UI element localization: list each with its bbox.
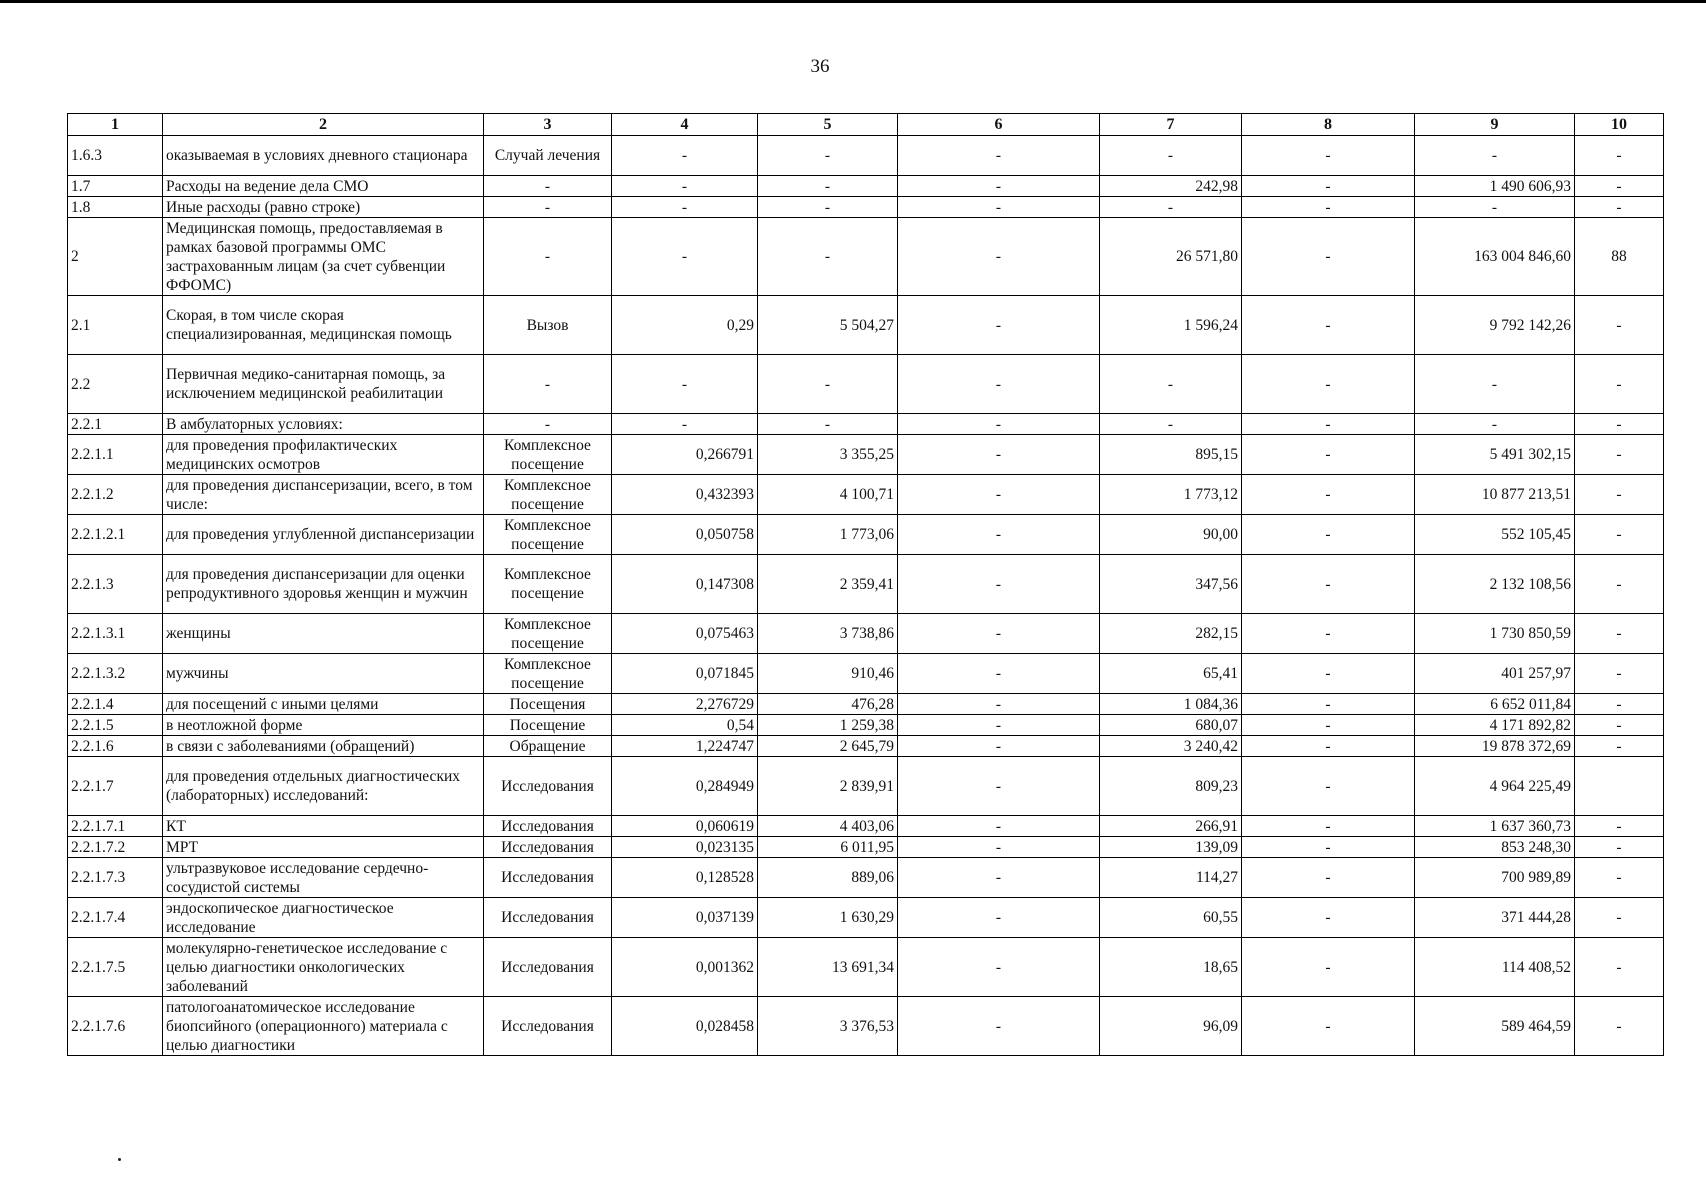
cell-col-5: 5 504,27 [758, 296, 898, 355]
cell-col-6: - [898, 435, 1100, 475]
cell-col-8: - [1242, 218, 1415, 296]
cell-col-5: 2 359,41 [758, 555, 898, 614]
column-header: 7 [1100, 114, 1242, 136]
cell-col-7: 242,98 [1100, 176, 1242, 197]
table-row [68, 694, 1664, 715]
cell-col-4: 0,060619 [612, 816, 758, 837]
cell-col-7: - [1100, 136, 1242, 176]
cell-col-3: Посещения [484, 694, 612, 715]
cell-col-10: - [1575, 414, 1664, 435]
cell-col-1: 2.2.1.7.2 [68, 837, 163, 858]
cell-col-8: - [1242, 816, 1415, 837]
cell-col-7: 266,91 [1100, 816, 1242, 837]
cell-col-8: - [1242, 414, 1415, 435]
table-row [68, 816, 1664, 837]
cell-col-10: - [1575, 197, 1664, 218]
cell-col-3: Посещение [484, 715, 612, 736]
scan-top-edge [0, 0, 1706, 3]
cell-col-2: для проведения отдельных диагностических (лабораторных) исследований: [163, 757, 484, 816]
cell-col-5: 4 403,06 [758, 816, 898, 837]
cell-col-10: - [1575, 858, 1664, 898]
cell-col-5: 476,28 [758, 694, 898, 715]
cell-col-7: 347,56 [1100, 555, 1242, 614]
cell-col-9: 1 730 850,59 [1415, 614, 1575, 654]
cell-col-3: - [484, 218, 612, 296]
cell-col-9: 700 989,89 [1415, 858, 1575, 898]
column-header: 5 [758, 114, 898, 136]
cell-col-6: - [898, 694, 1100, 715]
cell-col-9: 1 637 360,73 [1415, 816, 1575, 837]
cell-col-10: - [1575, 475, 1664, 515]
cell-col-9: - [1415, 355, 1575, 414]
cell-col-1: 1.6.3 [68, 136, 163, 176]
cell-col-8: - [1242, 176, 1415, 197]
cell-col-7: 1 596,24 [1100, 296, 1242, 355]
cell-col-1: 2.2.1.2.1 [68, 515, 163, 555]
cell-col-4: - [612, 136, 758, 176]
table-row [68, 197, 1664, 218]
cell-col-2: Медицинская помощь, предоставляемая в рамках базовой программы ОМС застрахованным лицам (за счет субвенции ФФОМС) [163, 218, 484, 296]
cell-col-9: 114 408,52 [1415, 938, 1575, 997]
cell-col-10: - [1575, 715, 1664, 736]
cell-col-6: - [898, 997, 1100, 1056]
cell-col-10: - [1575, 694, 1664, 715]
cell-col-6: - [898, 858, 1100, 898]
cell-col-3: Исследования [484, 816, 612, 837]
table-row [68, 515, 1664, 555]
cell-col-10: - [1575, 435, 1664, 475]
cell-col-9: 9 792 142,26 [1415, 296, 1575, 355]
cell-col-4: 0,023135 [612, 837, 758, 858]
cell-col-10: - [1575, 837, 1664, 858]
cell-col-6: - [898, 475, 1100, 515]
cell-col-5: 910,46 [758, 654, 898, 694]
cell-col-7: 18,65 [1100, 938, 1242, 997]
cell-col-1: 2.2.1.1 [68, 435, 163, 475]
cell-col-2: в связи с заболеваниями (обращений) [163, 736, 484, 757]
cell-col-2: МРТ [163, 837, 484, 858]
table-row [68, 555, 1664, 614]
cell-col-4: - [612, 176, 758, 197]
cell-col-10: - [1575, 654, 1664, 694]
cell-col-6: - [898, 837, 1100, 858]
cell-col-2: оказываемая в условиях дневного стационара [163, 136, 484, 176]
cell-col-1: 2.2.1.6 [68, 736, 163, 757]
cell-col-3: Вызов [484, 296, 612, 355]
cell-col-4: 0,54 [612, 715, 758, 736]
cell-col-7: 65,41 [1100, 654, 1242, 694]
cell-col-6: - [898, 414, 1100, 435]
page-number: 36 [810, 56, 830, 77]
cell-col-7: 114,27 [1100, 858, 1242, 898]
cell-col-7: 895,15 [1100, 435, 1242, 475]
header-row [68, 114, 1664, 136]
cell-col-8: - [1242, 694, 1415, 715]
cell-col-4: 0,071845 [612, 654, 758, 694]
cell-col-3: Комплексное посещение [484, 475, 612, 515]
cell-col-4: 0,128528 [612, 858, 758, 898]
cell-col-3: Комплексное посещение [484, 555, 612, 614]
cell-col-4: 0,037139 [612, 898, 758, 938]
cell-col-9: 1 490 606,93 [1415, 176, 1575, 197]
cell-col-5: - [758, 414, 898, 435]
column-header: 6 [898, 114, 1100, 136]
cell-col-7: 26 571,80 [1100, 218, 1242, 296]
table-row [68, 898, 1664, 938]
cell-col-6: - [898, 816, 1100, 837]
cell-col-9: 2 132 108,56 [1415, 555, 1575, 614]
cell-col-5: 4 100,71 [758, 475, 898, 515]
cell-col-1: 2 [68, 218, 163, 296]
cell-col-8: - [1242, 898, 1415, 938]
cell-col-2: патологоанатомическое исследование биопсийного (операционного) материала с целью диагностики [163, 997, 484, 1056]
cell-col-8: - [1242, 715, 1415, 736]
cell-col-9: 853 248,30 [1415, 837, 1575, 858]
cell-col-4: 1,224747 [612, 736, 758, 757]
cell-col-4: - [612, 355, 758, 414]
cell-col-10: - [1575, 355, 1664, 414]
cell-col-5: 3 376,53 [758, 997, 898, 1056]
cell-col-4: 2,276729 [612, 694, 758, 715]
cell-col-6: - [898, 176, 1100, 197]
table-row [68, 614, 1664, 654]
cell-col-3: Исследования [484, 997, 612, 1056]
table-row [68, 736, 1664, 757]
cell-col-6: - [898, 197, 1100, 218]
table-row [68, 715, 1664, 736]
table-row [68, 938, 1664, 997]
cell-col-5: 3 738,86 [758, 614, 898, 654]
cell-col-8: - [1242, 614, 1415, 654]
cell-col-6: - [898, 736, 1100, 757]
cell-col-8: - [1242, 435, 1415, 475]
cell-col-9: 4 171 892,82 [1415, 715, 1575, 736]
column-header: 8 [1242, 114, 1415, 136]
cell-col-2: Иные расходы (равно строке) [163, 197, 484, 218]
cell-col-10: - [1575, 736, 1664, 757]
cell-col-7: 90,00 [1100, 515, 1242, 555]
cell-col-3: Комплексное посещение [484, 515, 612, 555]
cell-col-7: 680,07 [1100, 715, 1242, 736]
cell-col-1: 2.2 [68, 355, 163, 414]
cell-col-5: 1 259,38 [758, 715, 898, 736]
cell-col-8: - [1242, 997, 1415, 1056]
scan-speck [118, 1158, 121, 1161]
table-row [68, 435, 1664, 475]
cell-col-9: 163 004 846,60 [1415, 218, 1575, 296]
table-row [68, 414, 1664, 435]
cell-col-5: 3 355,25 [758, 435, 898, 475]
cell-col-5: 6 011,95 [758, 837, 898, 858]
cell-col-4: - [612, 414, 758, 435]
column-header: 4 [612, 114, 758, 136]
cell-col-1: 2.2.1.7.4 [68, 898, 163, 938]
cell-col-4: 0,432393 [612, 475, 758, 515]
cell-col-6: - [898, 218, 1100, 296]
cell-col-9: - [1415, 197, 1575, 218]
cell-col-10: - [1575, 997, 1664, 1056]
cell-col-9: - [1415, 136, 1575, 176]
table-row [68, 136, 1664, 176]
cell-col-8: - [1242, 837, 1415, 858]
cell-col-7: 809,23 [1100, 757, 1242, 816]
cell-col-3: Исследования [484, 898, 612, 938]
cell-col-8: - [1242, 296, 1415, 355]
table-row [68, 176, 1664, 197]
cell-col-7: 282,15 [1100, 614, 1242, 654]
cell-col-2: эндоскопическое диагностическое исследование [163, 898, 484, 938]
cell-col-8: - [1242, 757, 1415, 816]
column-header: 1 [68, 114, 163, 136]
cell-col-6: - [898, 938, 1100, 997]
cell-col-1: 1.8 [68, 197, 163, 218]
cell-col-10: - [1575, 816, 1664, 837]
cell-col-2: для проведения диспансеризации для оценки репродуктивного здоровья женщин и мужчин [163, 555, 484, 614]
cell-col-1: 2.2.1.7.5 [68, 938, 163, 997]
cell-col-2: для проведения углубленной диспансеризации [163, 515, 484, 555]
cell-col-5: 13 691,34 [758, 938, 898, 997]
cell-col-5: 2 645,79 [758, 736, 898, 757]
cell-col-5: - [758, 355, 898, 414]
cell-col-10: 88 [1575, 218, 1664, 296]
cell-col-8: - [1242, 515, 1415, 555]
cell-col-1: 2.1 [68, 296, 163, 355]
cell-col-1: 2.2.1.5 [68, 715, 163, 736]
cell-col-3: - [484, 176, 612, 197]
cell-col-6: - [898, 136, 1100, 176]
cell-col-8: - [1242, 858, 1415, 898]
cell-col-4: 0,29 [612, 296, 758, 355]
table-row [68, 218, 1664, 296]
cell-col-1: 2.2.1 [68, 414, 163, 435]
cell-col-10: - [1575, 136, 1664, 176]
cell-col-10: - [1575, 515, 1664, 555]
cell-col-9: 401 257,97 [1415, 654, 1575, 694]
cell-col-8: - [1242, 938, 1415, 997]
table-row [68, 654, 1664, 694]
cell-col-7: 3 240,42 [1100, 736, 1242, 757]
cell-col-8: - [1242, 475, 1415, 515]
cell-col-4: 0,075463 [612, 614, 758, 654]
cell-col-1: 2.2.1.4 [68, 694, 163, 715]
cell-col-4: 0,050758 [612, 515, 758, 555]
cell-col-2: мужчины [163, 654, 484, 694]
column-header: 3 [484, 114, 612, 136]
cell-col-5: 889,06 [758, 858, 898, 898]
cell-col-2: Расходы на ведение дела СМО [163, 176, 484, 197]
cell-col-8: - [1242, 355, 1415, 414]
cell-col-6: - [898, 355, 1100, 414]
cell-col-2: для проведения профилактических медицинских осмотров [163, 435, 484, 475]
cell-col-3: Комплексное посещение [484, 614, 612, 654]
cell-col-8: - [1242, 197, 1415, 218]
table-row [68, 858, 1664, 898]
cell-col-1: 2.2.1.3.2 [68, 654, 163, 694]
cell-col-8: - [1242, 136, 1415, 176]
cell-col-10: - [1575, 555, 1664, 614]
cell-col-4: 0,028458 [612, 997, 758, 1056]
cell-col-5: 1 630,29 [758, 898, 898, 938]
cell-col-1: 2.2.1.7.6 [68, 997, 163, 1056]
cell-col-4: 0,266791 [612, 435, 758, 475]
cell-col-2: для посещений с иными целями [163, 694, 484, 715]
cell-col-9: 4 964 225,49 [1415, 757, 1575, 816]
cell-col-6: - [898, 555, 1100, 614]
cell-col-9: 6 652 011,84 [1415, 694, 1575, 715]
cell-col-5: - [758, 197, 898, 218]
column-header: 2 [163, 114, 484, 136]
cell-col-1: 2.2.1.3.1 [68, 614, 163, 654]
cell-col-1: 2.2.1.2 [68, 475, 163, 515]
cell-col-1: 2.2.1.7.3 [68, 858, 163, 898]
cell-col-8: - [1242, 736, 1415, 757]
cell-col-2: в неотложной форме [163, 715, 484, 736]
cell-col-5: 2 839,91 [758, 757, 898, 816]
cell-col-6: - [898, 296, 1100, 355]
cell-col-5: - [758, 136, 898, 176]
cell-col-7: - [1100, 355, 1242, 414]
cell-col-2: Скорая, в том числе скорая специализированная, медицинская помощь [163, 296, 484, 355]
table-row [68, 837, 1664, 858]
cell-col-2: Первичная медико-санитарная помощь, за исключением медицинской реабилитации [163, 355, 484, 414]
cell-col-3: Исследования [484, 938, 612, 997]
cell-col-10: - [1575, 938, 1664, 997]
cell-col-3: Комплексное посещение [484, 435, 612, 475]
cell-col-9: 371 444,28 [1415, 898, 1575, 938]
cell-col-9: 589 464,59 [1415, 997, 1575, 1056]
cell-col-4: - [612, 197, 758, 218]
cell-col-9: 19 878 372,69 [1415, 736, 1575, 757]
cell-col-10: - [1575, 898, 1664, 938]
cell-col-7: 1 084,36 [1100, 694, 1242, 715]
cell-col-3: Обращение [484, 736, 612, 757]
cell-col-4: - [612, 218, 758, 296]
cell-col-7: - [1100, 197, 1242, 218]
cell-col-8: - [1242, 654, 1415, 694]
cell-col-7: 96,09 [1100, 997, 1242, 1056]
table-body [68, 136, 1664, 1056]
cell-col-2: ультразвуковое исследование сердечно-сосудистой системы [163, 858, 484, 898]
cell-col-7: 60,55 [1100, 898, 1242, 938]
cell-col-6: - [898, 757, 1100, 816]
cell-col-10: - [1575, 614, 1664, 654]
cell-col-7: 1 773,12 [1100, 475, 1242, 515]
cell-col-1: 1.7 [68, 176, 163, 197]
cell-col-7: - [1100, 414, 1242, 435]
cell-col-1: 2.2.1.3 [68, 555, 163, 614]
cell-col-9: 10 877 213,51 [1415, 475, 1575, 515]
table-row [68, 757, 1664, 816]
table-row [68, 997, 1664, 1056]
cell-col-4: 0,001362 [612, 938, 758, 997]
cell-col-1: 2.2.1.7.1 [68, 816, 163, 837]
data-table [67, 113, 1664, 1056]
cell-col-6: - [898, 715, 1100, 736]
column-header: 9 [1415, 114, 1575, 136]
cell-col-3: - [484, 414, 612, 435]
cell-col-2: В амбулаторных условиях: [163, 414, 484, 435]
cell-col-9: - [1415, 414, 1575, 435]
cell-col-3: Исследования [484, 757, 612, 816]
cell-col-5: - [758, 176, 898, 197]
cell-col-3: Исследования [484, 837, 612, 858]
cell-col-3: Исследования [484, 858, 612, 898]
cell-col-3: - [484, 355, 612, 414]
cell-col-2: КТ [163, 816, 484, 837]
cell-col-8: - [1242, 555, 1415, 614]
cell-col-2: для проведения диспансеризации, всего, в том числе: [163, 475, 484, 515]
cell-col-6: - [898, 515, 1100, 555]
cell-col-4: 0,284949 [612, 757, 758, 816]
cell-col-10: - [1575, 296, 1664, 355]
cell-col-4: 0,147308 [612, 555, 758, 614]
cell-col-10: - [1575, 176, 1664, 197]
cell-col-1: 2.2.1.7 [68, 757, 163, 816]
cell-col-6: - [898, 614, 1100, 654]
cell-col-6: - [898, 898, 1100, 938]
table-row [68, 296, 1664, 355]
cell-col-10 [1575, 757, 1664, 816]
cell-col-5: - [758, 218, 898, 296]
cell-col-9: 552 105,45 [1415, 515, 1575, 555]
cell-col-3: Комплексное посещение [484, 654, 612, 694]
cell-col-9: 5 491 302,15 [1415, 435, 1575, 475]
cell-col-2: молекулярно-генетическое исследование с целью диагностики онкологических заболеваний [163, 938, 484, 997]
column-header: 10 [1575, 114, 1664, 136]
cell-col-7: 139,09 [1100, 837, 1242, 858]
table-row [68, 355, 1664, 414]
table-row [68, 475, 1664, 515]
cell-col-6: - [898, 654, 1100, 694]
cell-col-5: 1 773,06 [758, 515, 898, 555]
cell-col-3: - [484, 197, 612, 218]
cell-col-2: женщины [163, 614, 484, 654]
cell-col-3: Случай лечения [484, 136, 612, 176]
